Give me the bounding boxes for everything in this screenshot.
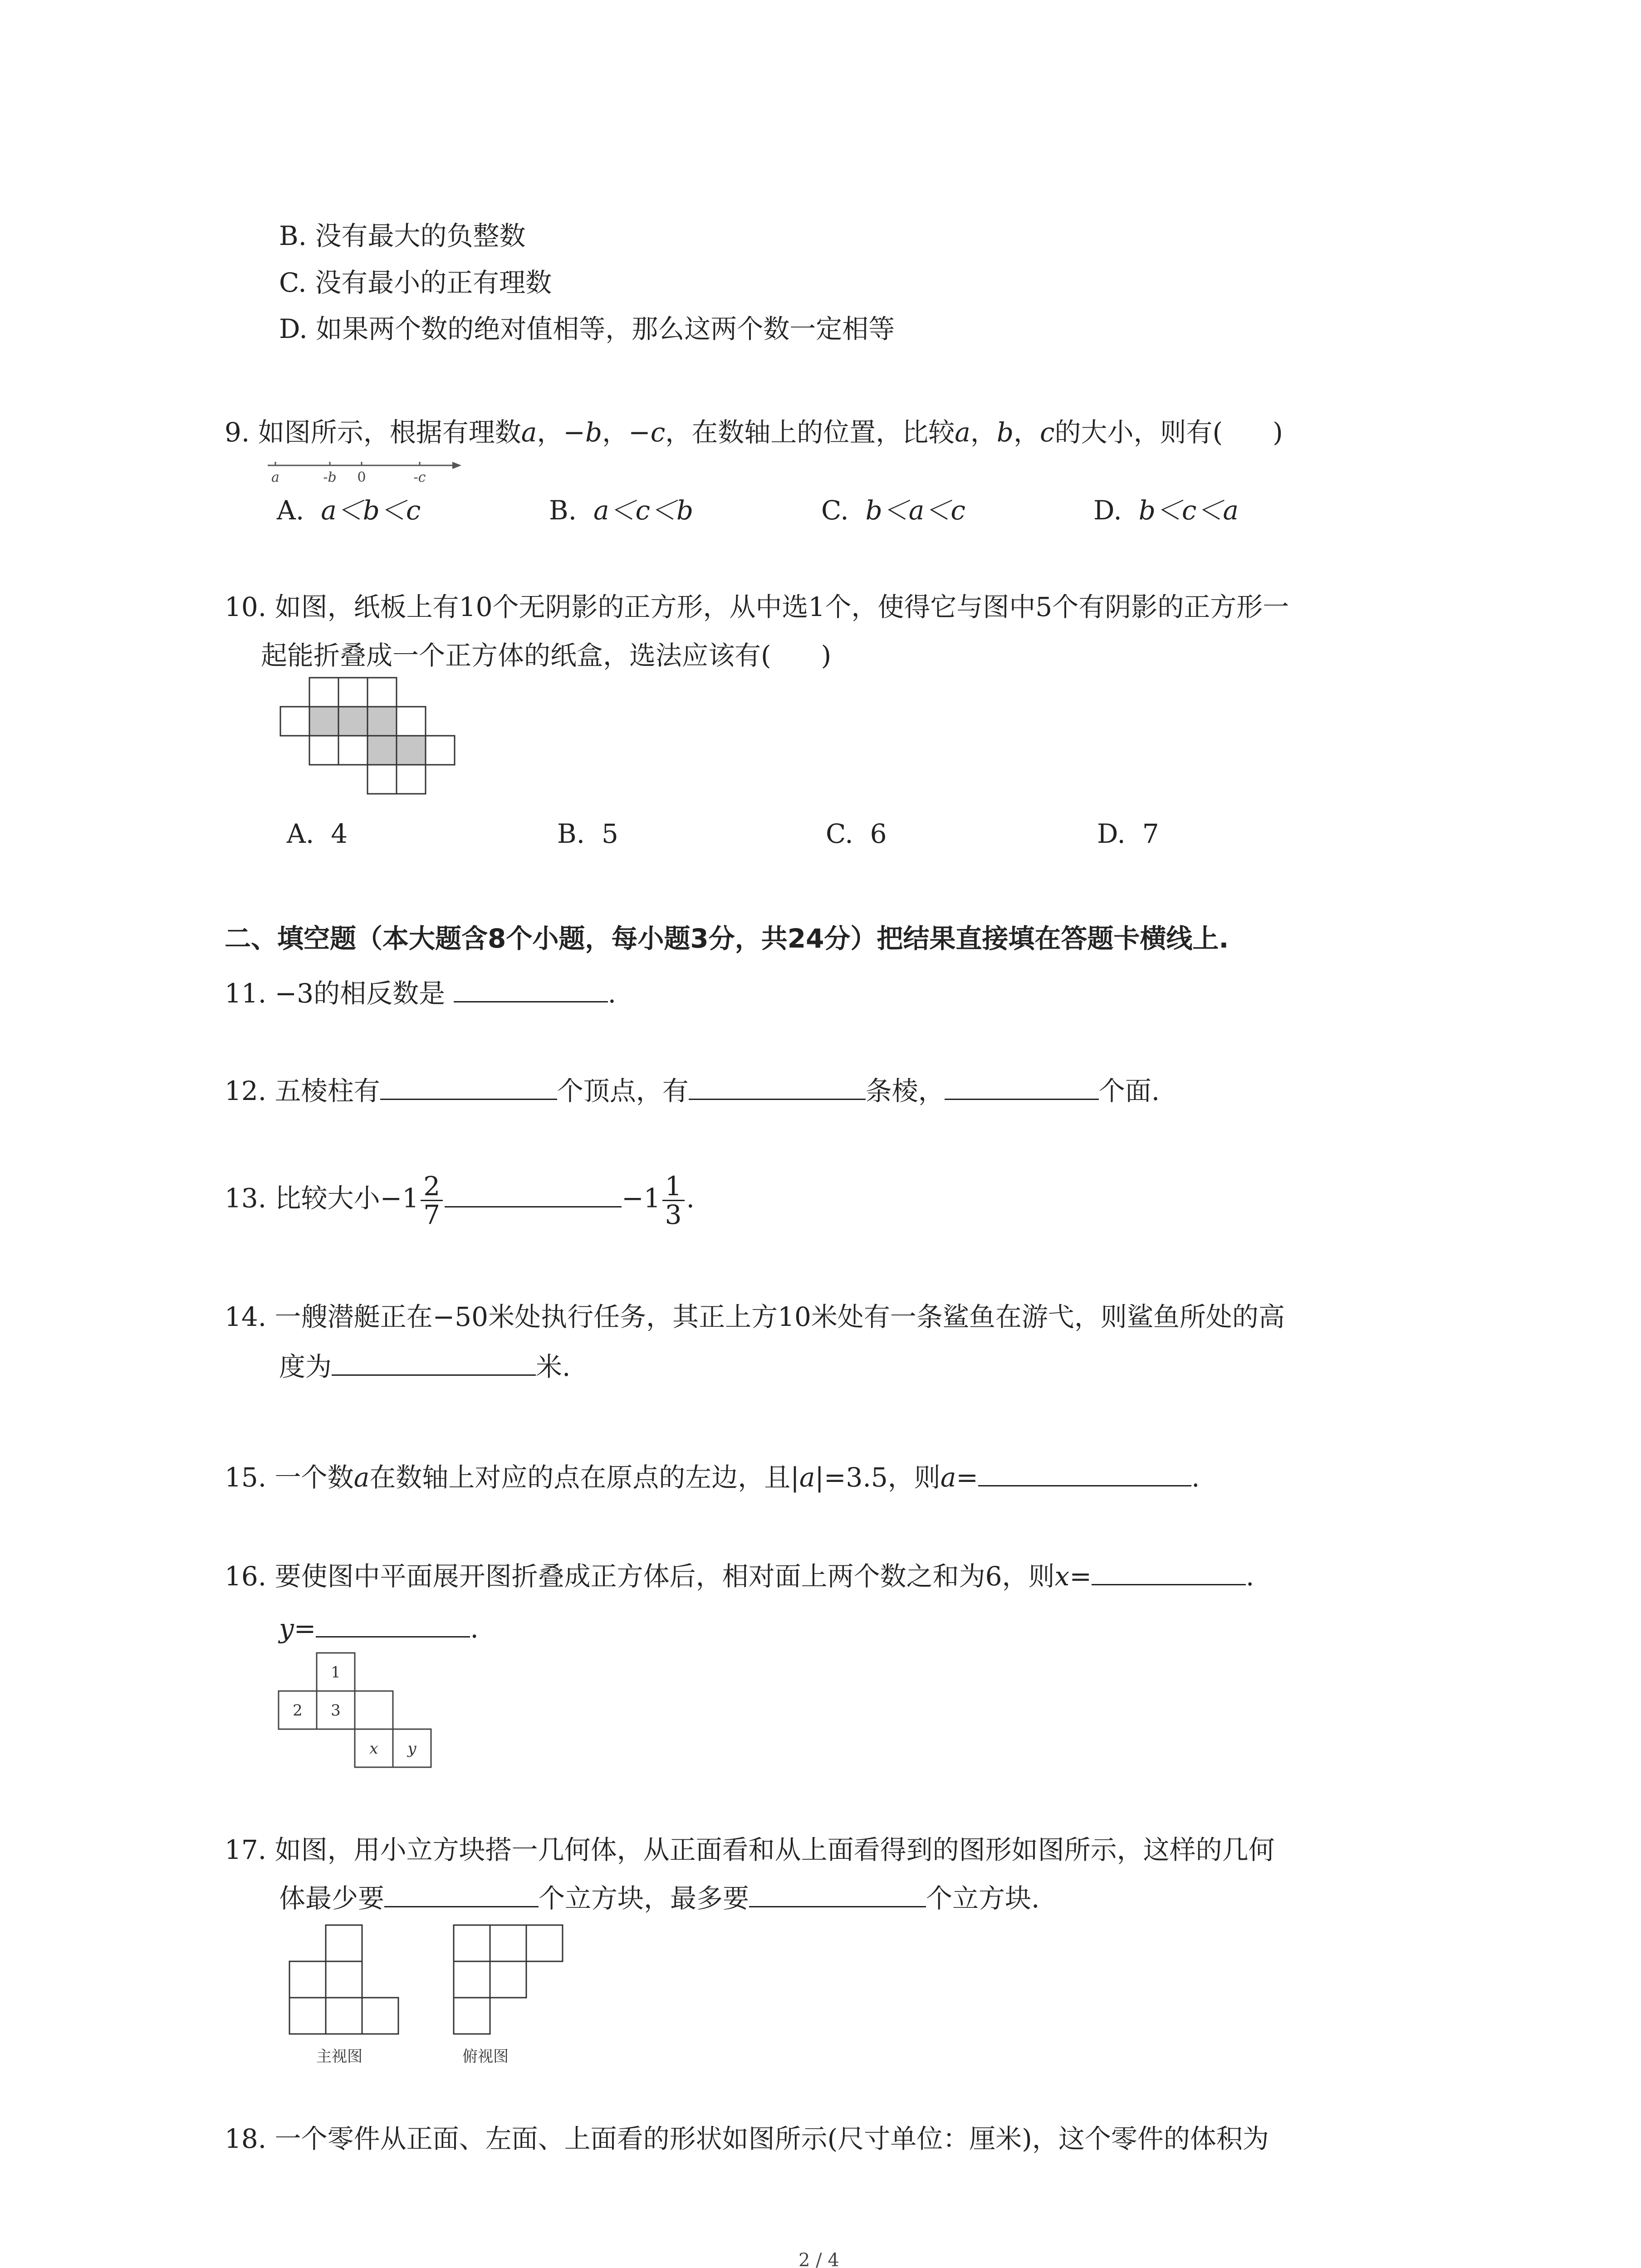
q10-stem-line2: 起能折叠成一个正方体的纸盒，选法应该有( ) <box>261 640 832 671</box>
top-view-label: 俯视图 <box>462 2048 509 2066</box>
page-number: 2 / 4 <box>798 2250 839 2268</box>
q14-answer-blank[interactable] <box>332 1351 536 1376</box>
q13-fraction-1: $\frac{2}{7}$ <box>421 1173 443 1228</box>
net-cell-1: 1 <box>331 1663 341 1681</box>
net-cell-y: y <box>407 1740 416 1758</box>
q9-stem: 9. 如图所示，根据有理数a，−b，−c，在数轴上的位置，比较a，b，c的大小，则有( ) <box>225 417 1283 448</box>
q16-blank-y[interactable] <box>316 1613 470 1637</box>
q8-option-d: D. 如果两个数的绝对值相等，那么这两个数一定相等 <box>279 313 895 344</box>
q17-line2: 体最少要 个立方块，最多要 个立方块. <box>279 1883 1040 1914</box>
q17-blank-max[interactable] <box>749 1882 926 1907</box>
net-cell-3: 3 <box>331 1701 341 1720</box>
q10-option-a: A. 4 <box>287 818 348 849</box>
q10-option-d: D. 7 <box>1097 818 1159 849</box>
net-cell-x: x <box>369 1740 378 1758</box>
q8-option-b: B. 没有最大的负整数 <box>279 220 526 251</box>
net-cell-2: 2 <box>293 1701 303 1720</box>
q15-answer-blank[interactable] <box>978 1461 1191 1486</box>
q14-line1: 14. 一艘潜艇正在−50米处执行任务，其正上方10米处有一条鲨鱼在游弋，则鲨鱼所处的高 <box>225 1301 1285 1332</box>
q16-cube-net <box>277 1651 440 1774</box>
q12-blank-faces[interactable] <box>945 1075 1099 1100</box>
q16-line2: y= . <box>279 1613 479 1644</box>
q10-cube-net-figure <box>272 676 467 816</box>
q15: 15. 一个数a在数轴上对应的点在原点的左边，且|a|=3.5，则a= . <box>225 1462 1200 1493</box>
q11: 11. −3的相反数是 . <box>225 978 617 1009</box>
q12-blank-edges[interactable] <box>689 1075 866 1100</box>
q12: 12. 五棱柱有 个顶点，有 条棱， 个面. <box>225 1075 1160 1106</box>
q9-option-a: A. a＜b＜c <box>277 495 421 526</box>
q16-line1: 16. 要使图中平面展开图折叠成正方体后，相对面上两个数之和为6，则x= . <box>225 1561 1254 1592</box>
q12-blank-vertices[interactable] <box>380 1075 557 1100</box>
q13: 13. 比较大小−1 $\frac{2}{7}$ −1 $\frac{1}{3}$ . <box>225 1171 695 1230</box>
q17-line1: 17. 如图，用小立方块搭一几何体，从正面看和从上面看得到的图形如图所示，这样的几何 <box>225 1834 1275 1865</box>
q8-option-c: C. 没有最小的正有理数 <box>279 267 552 298</box>
q17-blank-min[interactable] <box>384 1882 539 1907</box>
axis-label-neg-c: -c <box>413 469 426 485</box>
axis-label-neg-b: -b <box>323 469 337 485</box>
q9-option-d: D. b＜c＜a <box>1093 495 1239 526</box>
q10-stem-line1: 10. 如图，纸板上有10个无阴影的正方形，从中选1个，使得它与图中5个有阴影的正方形一 <box>225 591 1289 622</box>
q9-number-line <box>265 454 465 490</box>
q17-view-figures <box>277 1923 603 2073</box>
axis-label-zero: 0 <box>357 469 366 485</box>
axis-label-a: a <box>271 469 279 485</box>
q10-option-b: B. 5 <box>557 818 618 849</box>
section-title: 二、填空题（本大题含8个小题，每小题3分，共24分）把结果直接填在答题卡横线上. <box>225 923 1229 954</box>
q16-blank-x[interactable] <box>1092 1560 1246 1585</box>
q11-answer-blank[interactable] <box>454 978 608 1002</box>
q18-line1: 18. 一个零件从正面、左面、上面看的形状如图所示(尺寸单位：厘米)，这个零件的体积为 <box>225 2123 1269 2154</box>
q13-answer-blank[interactable] <box>445 1183 622 1207</box>
q14-line2: 度为 米. <box>279 1351 571 1382</box>
front-view-label: 主视图 <box>316 2048 362 2066</box>
q13-fraction-2: $\frac{1}{3}$ <box>662 1173 685 1228</box>
q10-option-c: C. 6 <box>826 818 887 849</box>
q9-option-b: B. a＜c＜b <box>549 495 694 526</box>
q9-option-c: C. b＜a＜c <box>821 495 965 526</box>
